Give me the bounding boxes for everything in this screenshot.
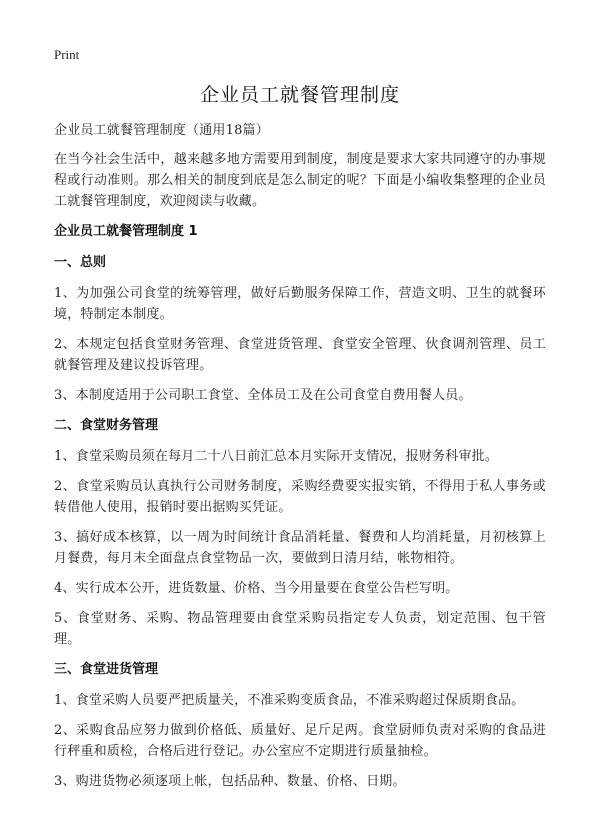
intro-paragraph: 在当今社会生活中，越来越多地方需要用到制度，制度是要求大家共同遵守的办事规程或行动准则。那么相关的制度到底是怎么制定的呢？下面是小编收集整理的企业员工就餐管理制度，欢迎阅读与收藏。 — [54, 152, 546, 209]
paragraph-item: 2、采购食品应努力做到价格低、质量好、足斤足两。食堂厨师负责对采购的食品进行秤重和质检，合格后进行登记。办公室应不定期进行质量抽检。 — [54, 723, 546, 759]
paragraph-item: 1、为加强公司食堂的统筹管理，做好后勤服务保障工作，营造文明、卫生的就餐环境，特制定本制度。 — [54, 286, 546, 322]
paragraph-item: 3、搞好成本核算，以一周为时间统计食品消耗量、餐费和人均消耗量，月初核算上月餐费，每月末全面盘点食堂物品一次，要做到日清月结，帐物相符。 — [54, 530, 546, 566]
paragraph-item: 1、食堂采购人员要严把质量关，不准采购变质食品，不准采购超过保质期食品。 — [54, 693, 525, 708]
print-link[interactable]: Print — [54, 47, 80, 62]
part-heading-general: 一、总则 — [54, 255, 107, 270]
paragraph-item: 2、本规定包括食堂财务管理、食堂进货管理、食堂安全管理、伙食调剂管理、员工就餐管理及建议投诉管理。 — [54, 337, 546, 373]
paragraph-item: 3、购进货物必须逐项上帐，包括品种、数量、价格、日期。 — [54, 774, 406, 789]
paragraph-item: 5、食堂财务、采购、物品管理要由食堂采购员指定专人负责，划定范围、包干管理。 — [54, 611, 546, 647]
paragraph-item: 3、本制度适用于公司职工食堂、全体员工及在公司食堂自费用餐人员。 — [54, 388, 472, 403]
section-title: 企业员工就餐管理制度 1 — [54, 224, 198, 239]
part-heading-purchasing: 三、食堂进货管理 — [54, 662, 159, 677]
paragraph-item: 2、食堂采购员认真执行公司财务制度，采购经费要实报实销，不得用于私人事务或转借他人使用，报销时要出据购买凭证。 — [54, 479, 546, 515]
document-subtitle: 企业员工就餐管理制度（通用18篇） — [54, 123, 269, 138]
paragraph-item: 4、实行成本公开，进货数量、价格、当今用量要在食堂公告栏写明。 — [54, 581, 459, 596]
document-title: 企业员工就餐管理制度 — [199, 84, 400, 106]
paragraph-item: 1、食堂采购员须在每月二十八日前汇总本月实际开支情况，报财务科审批。 — [54, 449, 499, 464]
part-heading-finance: 二、食堂财务管理 — [54, 418, 159, 433]
